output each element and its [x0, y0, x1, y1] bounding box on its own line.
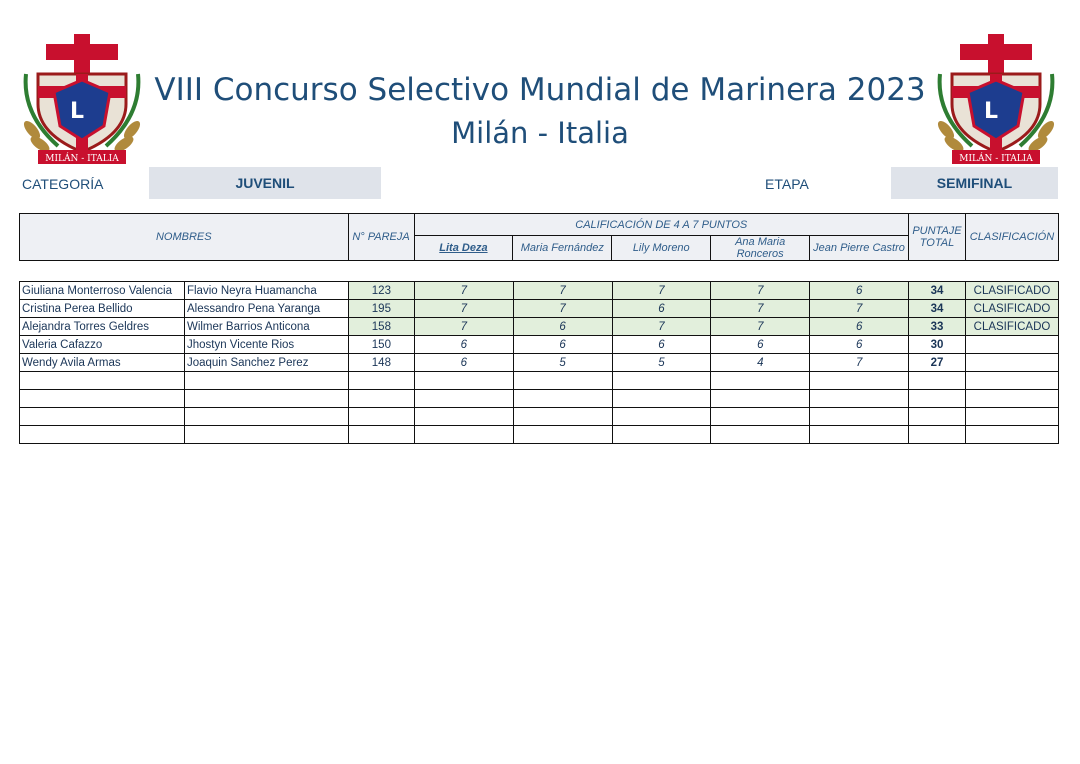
page-subtitle: Milán - Italia — [451, 116, 629, 150]
empty-cell — [909, 426, 966, 444]
empty-cell — [20, 408, 185, 426]
empty-cell — [711, 408, 810, 426]
judge-name: Jean Pierre Castro — [810, 236, 909, 261]
empty-cell — [810, 390, 909, 408]
judge-score: 6 — [414, 354, 513, 372]
stage-label: ETAPA — [765, 176, 809, 192]
dancer-name-2: Alessandro Pena Yaranga — [184, 300, 348, 318]
col-header-scoring: CALIFICACIÓN DE 4 A 7 PUNTOS — [414, 214, 908, 236]
empty-cell — [348, 426, 414, 444]
total-score: 33 — [909, 318, 966, 336]
empty-cell — [965, 390, 1058, 408]
club-logo-right — [932, 34, 1060, 166]
dancer-name-2: Joaquin Sanchez Perez — [184, 354, 348, 372]
empty-cell — [414, 390, 513, 408]
judge-score: 7 — [711, 282, 810, 300]
judge-score: 7 — [612, 318, 711, 336]
total-score: 30 — [909, 336, 966, 354]
classification-status: CLASIFICADO — [965, 300, 1058, 318]
category-label: CATEGORÍA — [22, 176, 104, 192]
judge-name: Lily Moreno — [612, 236, 711, 261]
col-header-classification: CLASIFICACIÓN — [965, 214, 1058, 261]
col-header-names: NOMBRES — [20, 214, 349, 261]
empty-cell — [20, 372, 185, 390]
empty-cell — [810, 372, 909, 390]
club-logo-left — [18, 34, 146, 166]
empty-cell — [20, 390, 185, 408]
judge-score: 7 — [711, 300, 810, 318]
pair-number: 123 — [348, 282, 414, 300]
page-title: VIII Concurso Selectivo Mundial de Marinera 2023 — [154, 72, 926, 108]
empty-cell — [612, 426, 711, 444]
judge-score: 4 — [711, 354, 810, 372]
empty-cell — [414, 408, 513, 426]
dancer-name-1: Cristina Perea Bellido — [20, 300, 185, 318]
table-row-empty — [20, 390, 1059, 408]
results-table — [19, 281, 1059, 444]
table-row-empty — [20, 426, 1059, 444]
table-row — [20, 354, 1059, 372]
judge-score: 7 — [810, 300, 909, 318]
judge-score: 5 — [612, 354, 711, 372]
pair-number: 195 — [348, 300, 414, 318]
total-score: 27 — [909, 354, 966, 372]
judge-name: Ana Maria Ronceros — [711, 236, 810, 261]
empty-cell — [810, 426, 909, 444]
empty-cell — [965, 372, 1058, 390]
empty-cell — [513, 372, 612, 390]
results-table-header — [19, 213, 1059, 261]
empty-cell — [612, 390, 711, 408]
table-row — [20, 318, 1059, 336]
judge-score: 6 — [711, 336, 810, 354]
svg-text:MILÁN - ITALIA: MILÁN - ITALIA — [45, 154, 119, 164]
judge-score: 6 — [810, 282, 909, 300]
judge-score: 7 — [810, 354, 909, 372]
pair-number: 150 — [348, 336, 414, 354]
empty-cell — [909, 408, 966, 426]
empty-cell — [414, 372, 513, 390]
svg-text:L: L — [70, 99, 85, 124]
judge-score: 7 — [414, 300, 513, 318]
table-row-empty — [20, 372, 1059, 390]
judge-score: 7 — [414, 282, 513, 300]
category-value: JUVENIL — [149, 167, 381, 199]
empty-cell — [513, 426, 612, 444]
judge-name: Lita Deza — [414, 236, 513, 261]
col-header-total: PUNTAJE TOTAL — [908, 214, 965, 261]
empty-cell — [513, 408, 612, 426]
total-score: 34 — [909, 300, 966, 318]
dancer-name-1: Alejandra Torres Geldres — [20, 318, 185, 336]
empty-cell — [711, 372, 810, 390]
pair-number: 148 — [348, 354, 414, 372]
empty-cell — [909, 372, 966, 390]
judge-score: 6 — [612, 300, 711, 318]
total-score: 34 — [909, 282, 966, 300]
col-header-pair: N° PAREJA — [348, 214, 414, 261]
empty-cell — [348, 408, 414, 426]
classification-status: CLASIFICADO — [965, 282, 1058, 300]
svg-text:L: L — [984, 99, 999, 124]
empty-cell — [612, 372, 711, 390]
empty-cell — [612, 408, 711, 426]
dancer-name-1: Valeria Cafazzo — [20, 336, 185, 354]
dancer-name-2: Flavio Neyra Huamancha — [184, 282, 348, 300]
dancer-name-1: Giuliana Monterroso Valencia — [20, 282, 185, 300]
judge-score: 7 — [513, 282, 612, 300]
stage-value: SEMIFINAL — [891, 167, 1058, 199]
dancer-name-2: Jhostyn Vicente Rios — [184, 336, 348, 354]
table-row — [20, 336, 1059, 354]
svg-text:MILÁN - ITALIA: MILÁN - ITALIA — [959, 154, 1033, 164]
empty-cell — [414, 426, 513, 444]
table-row — [20, 282, 1059, 300]
empty-cell — [184, 426, 348, 444]
empty-cell — [965, 408, 1058, 426]
judge-score: 6 — [513, 336, 612, 354]
empty-cell — [184, 408, 348, 426]
pair-number: 158 — [348, 318, 414, 336]
empty-cell — [513, 390, 612, 408]
empty-cell — [810, 408, 909, 426]
judge-name: Maria Fernández — [513, 236, 612, 261]
empty-cell — [909, 390, 966, 408]
empty-cell — [711, 426, 810, 444]
dancer-name-2: Wilmer Barrios Anticona — [184, 318, 348, 336]
judge-score: 7 — [612, 282, 711, 300]
judge-score: 7 — [414, 318, 513, 336]
empty-cell — [711, 390, 810, 408]
empty-cell — [184, 390, 348, 408]
empty-cell — [20, 426, 185, 444]
judge-score: 6 — [810, 336, 909, 354]
empty-cell — [184, 372, 348, 390]
judge-score: 5 — [513, 354, 612, 372]
empty-cell — [965, 426, 1058, 444]
classification-status — [965, 336, 1058, 354]
judge-score: 6 — [513, 318, 612, 336]
classification-status: CLASIFICADO — [965, 318, 1058, 336]
judge-score: 6 — [612, 336, 711, 354]
table-row — [20, 300, 1059, 318]
empty-cell — [348, 390, 414, 408]
judge-score: 6 — [414, 336, 513, 354]
empty-cell — [348, 372, 414, 390]
judge-score: 6 — [810, 318, 909, 336]
dancer-name-1: Wendy Avila Armas — [20, 354, 185, 372]
judge-score: 7 — [513, 300, 612, 318]
judge-score: 7 — [711, 318, 810, 336]
table-row-empty — [20, 408, 1059, 426]
classification-status — [965, 354, 1058, 372]
